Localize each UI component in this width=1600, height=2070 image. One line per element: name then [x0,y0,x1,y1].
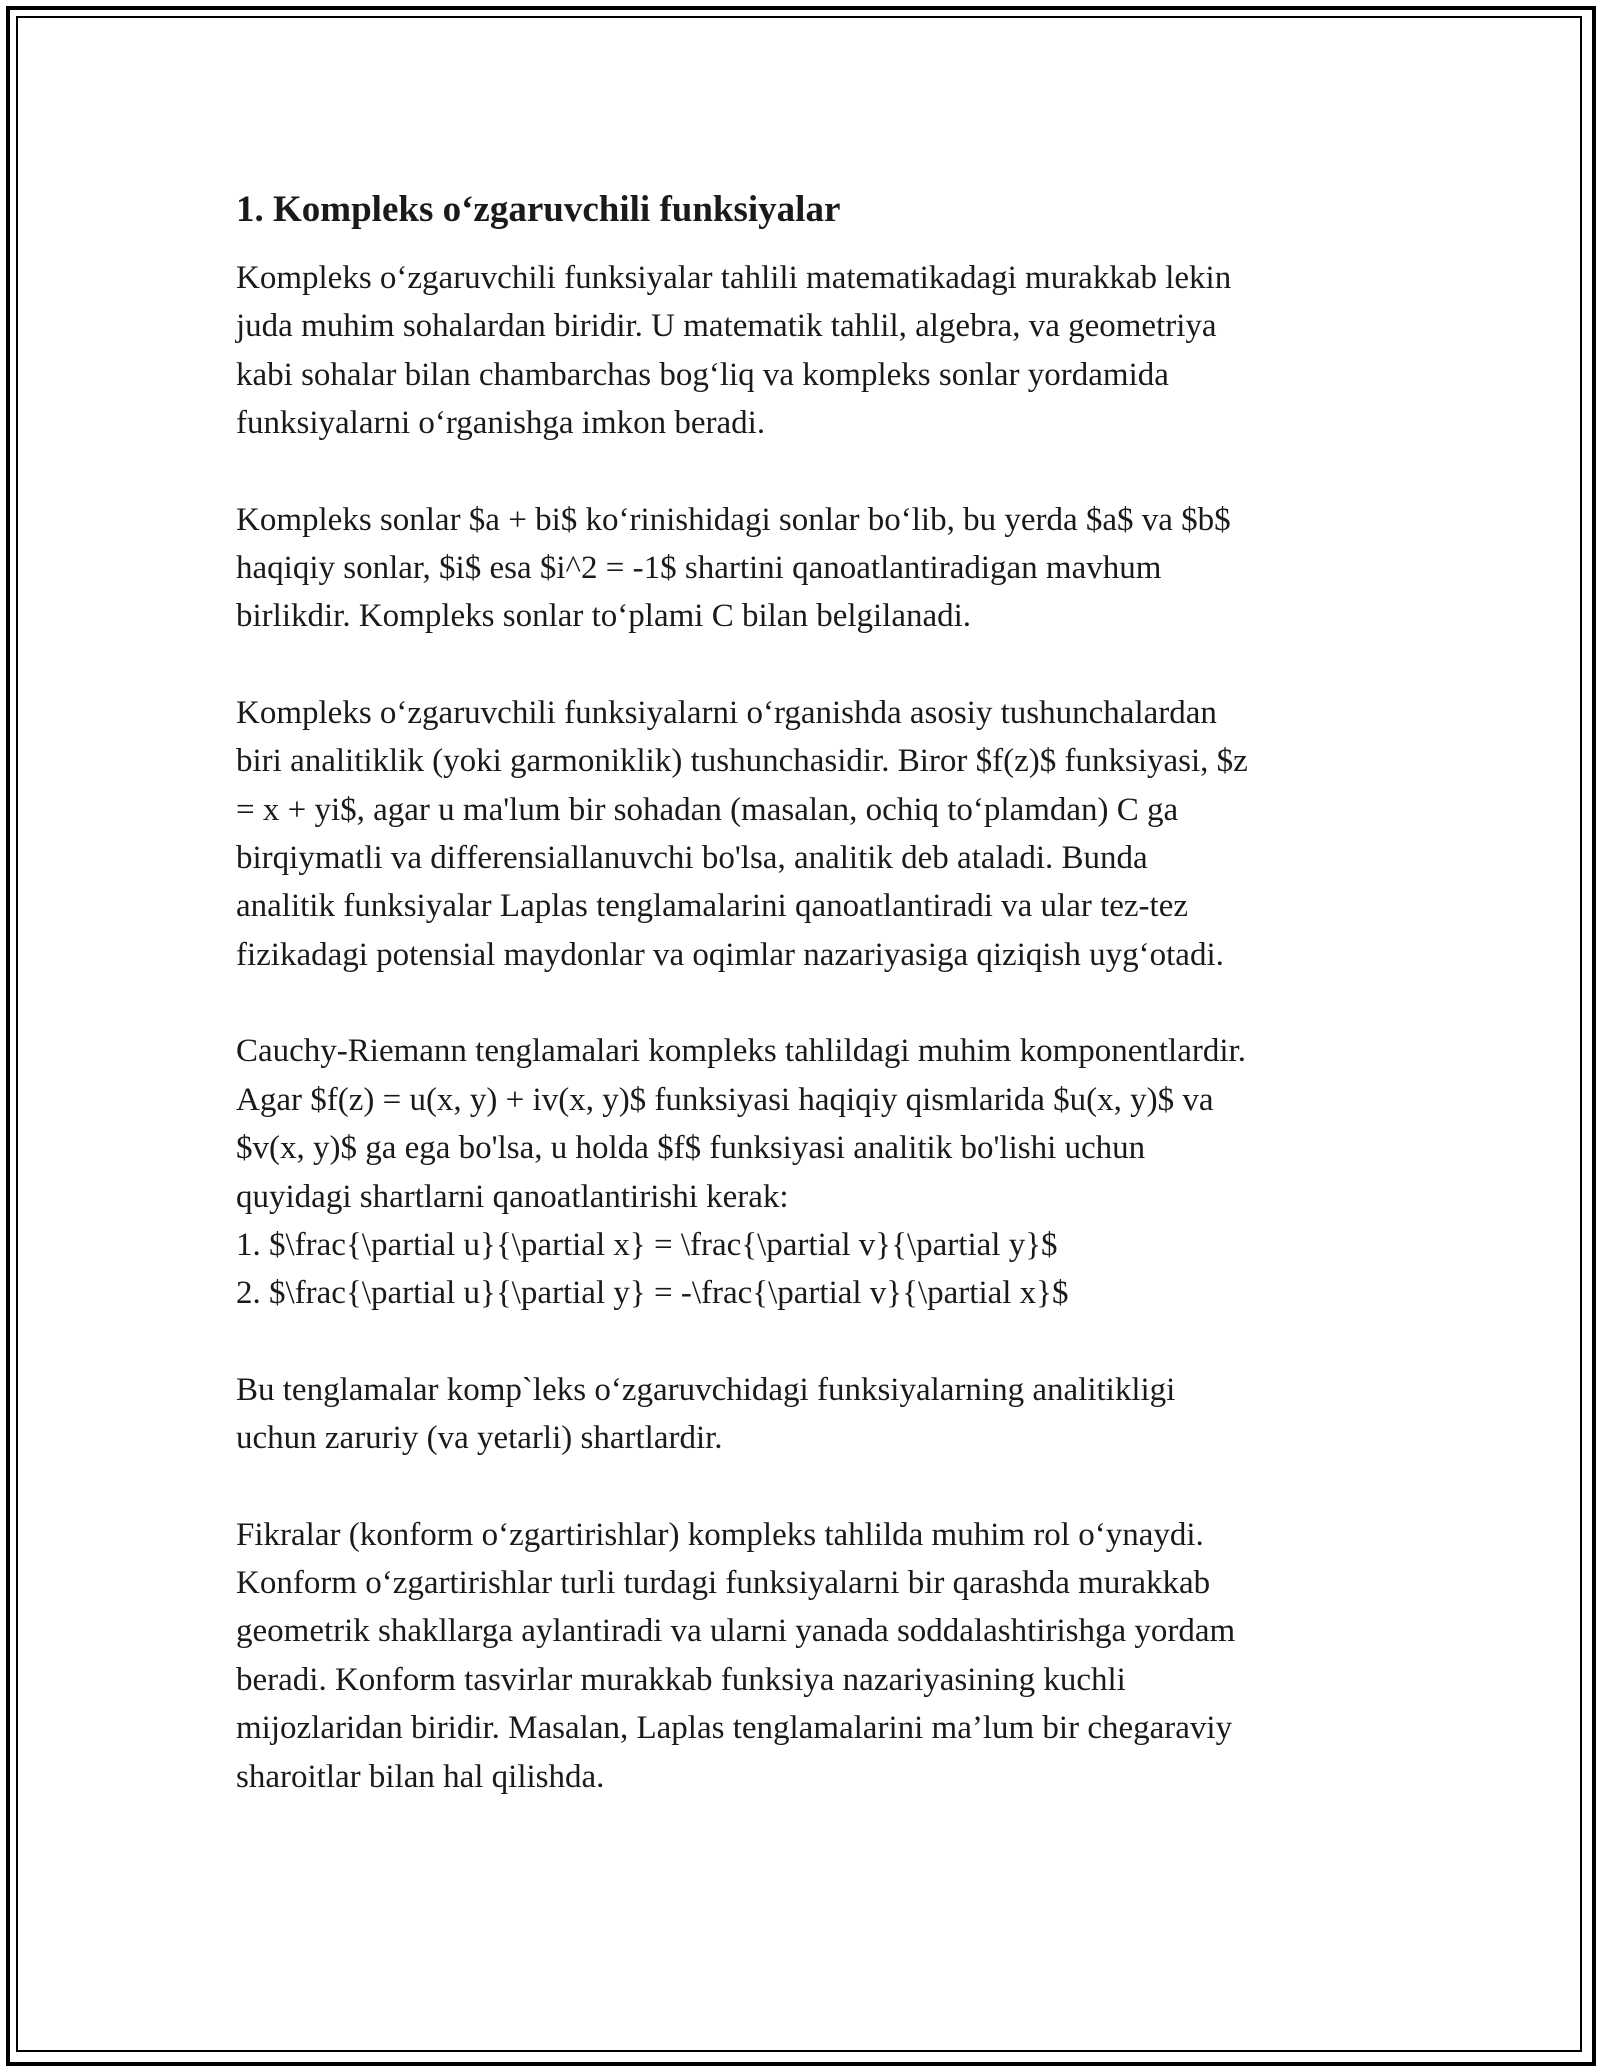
paragraph-conformal [236,1511,1376,1801]
text-line: Kompleks o‘zgaruvchili funksiyalarni o‘rganishda asosiy tushunchalardan [236,694,1217,731]
text-line: haqiqiy sonlar, $i$ esa $i^2 = -1$ shartini qanoatlantiradigan mavhum [236,550,1162,587]
paragraph-cauchy-riemann [236,1027,1376,1317]
text-line: geometrik shakllarga aylantiradi va ularni yanada soddalashtirishga yordam [236,1613,1236,1650]
text-line: quyidagi shartlarni qanoatlantirishi kerak: [236,1178,789,1215]
paragraph-intro [236,254,1376,448]
text-line: Cauchy-Riemann tenglamalari kompleks tahlildagi muhim komponentlardir. [236,1033,1246,1070]
paragraph-analyticity [236,689,1376,979]
text-line: sharoitlar bilan hal qilishda. [236,1758,605,1795]
text-line: = x + yi$, agar u ma'lum bir sohadan (masalan, ochiq to‘plamdan) C ga [236,791,1179,828]
text-line: mijozlaridan biridir. Masalan, Laplas tenglamalarini ma’lum bir chegaraviy [236,1710,1233,1747]
text-line: $v(x, y)$ ga ega bo'lsa, u holda $f$ funksiyasi analitik bo'lishi uchun [236,1130,1146,1167]
text-line: beradi. Konform tasvirlar murakkab funksiya nazariyasining kuchli [236,1661,1126,1698]
text-line: Fikralar (konform o‘zgartirishlar) kompleks tahlilda muhim rol o‘ynaydi. [236,1516,1204,1553]
text-line: funksiyalarni o‘rganishga imkon beradi. [236,405,766,442]
text-line: birlikdir. Kompleks sonlar to‘plami C bilan belgilanadi. [236,598,972,635]
text-line: Kompleks o‘zgaruvchili funksiyalar tahlili matematikadagi murakkab lekin [236,260,1232,296]
text-line: juda muhim sohalardan biridir. U matematik tahlil, algebra, va geometriya [236,308,1217,345]
text-line: Kompleks sonlar $a + bi$ ko‘rinishidagi sonlar bo‘lib, bu yerda $a$ va $b$ [236,501,1231,538]
text-line: kabi sohalar bilan chambarchas bog‘liq va kompleks sonlar yordamida [236,356,1169,393]
section-title: 1. Kompleks o‘zgaruvchili funksiyalar [236,189,841,230]
text-line: biri analitiklik (yoki garmoniklik) tushunchasidir. Biror $f(z)$ funksiyasi, $z [236,743,1248,780]
text-line: Bu tenglamalar komp`leks o‘zgaruvchidagi funksiyalarning analitikligi [236,1371,1176,1408]
text-line: fizikadagi potensial maydonlar va oqimlar nazariyasiga qiziqish uyg‘otadi. [236,936,1224,973]
equation-line: 1. $\frac{\partial u}{\partial x} = \frac{\partial v}{\partial y}$ [236,1226,1058,1263]
paragraph-conditions [236,1366,1376,1463]
text-line: uchun zaruriy (va yetarli) shartlardir. [236,1420,723,1457]
text-line: Konform o‘zgartirishlar turli turdagi funksiyalarni bir qarashda murakkab [236,1564,1211,1601]
paragraph-complex-numbers [236,496,1376,641]
text-line: Agar $f(z) = u(x, y) + iv(x, y)$ funksiyasi haqiqiy qismlarida $u(x, y)$ va [236,1081,1214,1118]
text-line: birqiymatli va differensiallanuvchi bo'lsa, analitik deb ataladi. Bunda [236,840,1148,877]
text-line: analitik funksiyalar Laplas tenglamalarini qanoatlantiradi va ular tez-tez [236,888,1189,925]
equation-line: 2. $\frac{\partial u}{\partial y} = -\frac{\partial v}{\partial x}$ [236,1275,1069,1312]
document-body [236,186,1376,1849]
